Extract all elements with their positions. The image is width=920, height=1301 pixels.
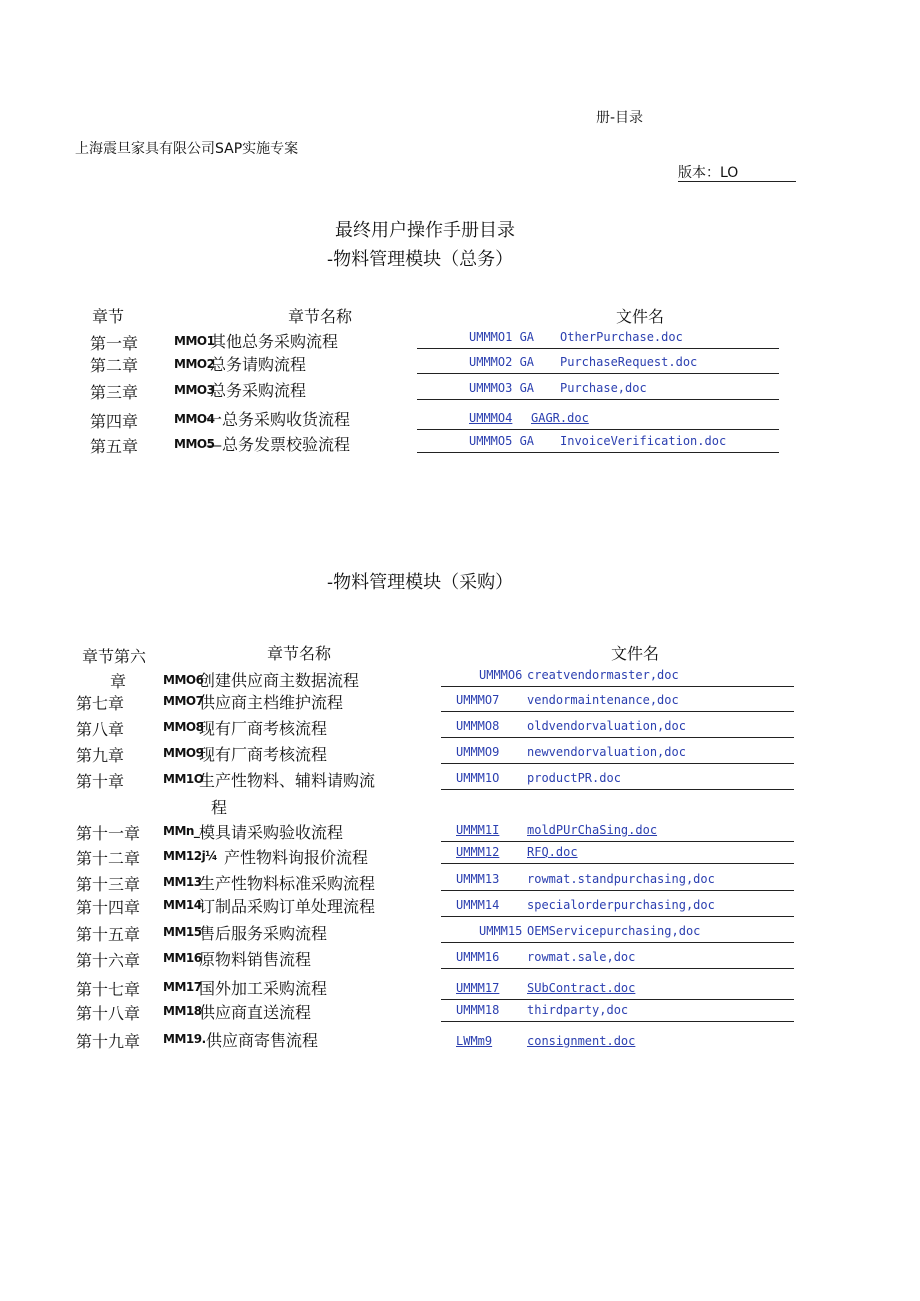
file-link-row[interactable]	[441, 1001, 794, 1022]
column-header-chapter: 章节	[92, 307, 125, 326]
file-link-row[interactable]	[441, 843, 794, 864]
chapter-number: 第十四章	[76, 898, 141, 917]
file-link-row[interactable]	[417, 432, 779, 453]
file-name-link[interactable]: Purchase,doc	[560, 381, 647, 395]
file-id[interactable]: UMMMO2 GA	[469, 355, 535, 369]
chapter-number: 章	[110, 672, 127, 691]
version-underline	[678, 181, 796, 182]
file-name-link[interactable]: consignment.doc	[527, 1034, 636, 1048]
file-link-row[interactable]	[417, 353, 779, 374]
chapter-number: 第十五章	[76, 925, 141, 944]
module-code: MMO9	[163, 746, 204, 760]
module-code: MMn_	[163, 824, 200, 838]
chapter-name: 模具请采购验收流程	[199, 823, 344, 842]
chapter-name: 生产性物料标准采购流程	[199, 874, 376, 893]
chapter-number: 第四章	[90, 412, 139, 431]
version-label: 版本：LO	[678, 165, 739, 181]
module-code: MMO4	[174, 412, 215, 426]
file-link-row[interactable]	[417, 379, 779, 400]
file-name-link[interactable]: PurchaseRequest.doc	[560, 355, 698, 369]
file-name-link[interactable]: productPR.doc	[527, 771, 621, 785]
file-link-row[interactable]	[441, 896, 794, 917]
file-id[interactable]: UMMMO1 GA	[469, 330, 535, 344]
file-link-row[interactable]	[441, 922, 794, 943]
file-name-link[interactable]: thirdparty,doc	[527, 1003, 629, 1017]
main-title: 最终用户操作手册目录	[335, 220, 515, 241]
file-name-link[interactable]: oldvendorvaluation,doc	[527, 719, 686, 733]
file-link-row[interactable]	[441, 666, 794, 687]
chapter-number: 第七章	[76, 694, 125, 713]
file-id[interactable]: UMMMO3 GA	[469, 381, 535, 395]
chapter-number: 第八章	[76, 720, 125, 739]
file-id[interactable]: UMMM13	[456, 872, 500, 886]
module-code: MMO8	[163, 720, 204, 734]
chapter-number: 第三章	[90, 383, 139, 402]
section1-title: -物料管理模块（总务）	[327, 249, 514, 270]
module-code: MM12j¼	[163, 849, 218, 863]
file-id[interactable]: UMMMO7	[456, 693, 500, 707]
file-id[interactable]: UMMMO6	[479, 668, 523, 682]
file-id[interactable]: UMMM17	[456, 981, 500, 995]
chapter-number: 第十九章	[76, 1032, 141, 1051]
column-header-chapter-name: 章节名称	[288, 307, 353, 326]
column-header-chapter: 章节第六	[82, 647, 147, 666]
document-header-label: 册-目录	[596, 110, 644, 126]
file-name-link[interactable]: specialorderpurchasing,doc	[527, 898, 715, 912]
file-name-link[interactable]: newvendorvaluation,doc	[527, 745, 686, 759]
chapter-number: 第九章	[76, 746, 125, 765]
module-code: MM19.	[163, 1032, 206, 1046]
module-code: MM18	[163, 1004, 202, 1018]
chapter-number: 第十八章	[76, 1004, 141, 1023]
chapter-name: 供应商寄售流程	[206, 1031, 319, 1050]
chapter-name-continuation: 程	[211, 798, 228, 817]
company-project-name: 上海震旦家具有限公司SAP实施专案	[75, 141, 299, 157]
file-id[interactable]: UMMMO9	[456, 745, 500, 759]
module-code: MMO2	[174, 357, 215, 371]
chapter-name: 总务采购流程	[210, 381, 307, 400]
file-id[interactable]: UMMM14	[456, 898, 500, 912]
file-link-row[interactable]	[441, 769, 794, 790]
file-link-row[interactable]	[441, 717, 794, 738]
file-link-row[interactable]	[441, 821, 794, 842]
file-name-link[interactable]: OEMServicepurchasing,doc	[527, 924, 701, 938]
chapter-number: 第十七章	[76, 980, 141, 999]
file-name-link[interactable]: InvoiceVerification.doc	[560, 434, 727, 448]
section2-title: -物料管理模块（采购）	[327, 572, 514, 593]
chapter-name: 一总务采购收货流程	[206, 410, 351, 429]
module-code: MM14	[163, 898, 202, 912]
column-header-chapter-name: 章节名称	[267, 644, 332, 663]
chapter-name: —总务发票校验流程	[206, 435, 351, 454]
chapter-name: 产性物料询报价流程	[224, 848, 369, 867]
file-id[interactable]: UMMM1O	[456, 771, 500, 785]
module-code: MM16	[163, 951, 202, 965]
file-name-link[interactable]: vendormaintenance,doc	[527, 693, 679, 707]
file-link-row[interactable]	[441, 743, 794, 764]
chapter-name: 生产性物料、辅料请购流	[199, 771, 376, 790]
module-code: MMO3	[174, 383, 215, 397]
file-name-link[interactable]: creatvendormaster,doc	[527, 668, 679, 682]
file-link-row[interactable]	[417, 328, 779, 349]
file-id[interactable]: UMMMO8	[456, 719, 500, 733]
chapter-name: 原物料销售流程	[199, 950, 312, 969]
chapter-name: 总务请购流程	[210, 355, 307, 374]
module-code: MM1O	[163, 772, 204, 786]
file-name-link[interactable]: SUbContract.doc	[527, 981, 636, 995]
chapter-name: 售后服务采购流程	[199, 924, 328, 943]
file-id[interactable]: UMMMO5 GA	[469, 434, 535, 448]
chapter-name: 其他总务采购流程	[210, 332, 339, 351]
file-id[interactable]: UMMM18	[456, 1003, 500, 1017]
file-name-link[interactable]: rowmat.sale,doc	[527, 950, 636, 964]
module-code: MM13	[163, 875, 202, 889]
chapter-name: 订制品采购订单处理流程	[199, 897, 376, 916]
chapter-number: 第五章	[90, 437, 139, 456]
chapter-name: 创建供应商主数据流程	[199, 671, 360, 690]
module-code: MMO1	[174, 334, 215, 348]
module-code: MMO5	[174, 437, 215, 451]
file-name-link[interactable]: OtherPurchase.doc	[560, 330, 683, 344]
column-header-file-name: 文件名	[611, 644, 660, 663]
chapter-number: 第十三章	[76, 875, 141, 894]
module-code: MMO6	[163, 673, 204, 687]
file-id[interactable]: UMMM16	[456, 950, 500, 964]
file-link-row[interactable]	[441, 870, 794, 891]
file-link-row[interactable]	[441, 691, 794, 712]
chapter-name: 供应商直送流程	[199, 1003, 312, 1022]
file-link-row[interactable]	[441, 979, 794, 1000]
chapter-number: 第十一章	[76, 824, 141, 843]
file-id[interactable]: LWMm9	[456, 1034, 493, 1048]
file-id[interactable]: UMMM1I	[456, 823, 500, 837]
chapter-number: 第十六章	[76, 951, 141, 970]
file-name-link[interactable]: rowmat.standpurchasing,doc	[527, 872, 715, 886]
chapter-name: 现有厂商考核流程	[199, 745, 328, 764]
module-code: MM15	[163, 925, 202, 939]
chapter-number: 第十二章	[76, 849, 141, 868]
file-id[interactable]: UMMMO4	[469, 411, 513, 425]
file-link-row[interactable]	[441, 948, 794, 969]
module-code: MM17	[163, 980, 202, 994]
file-id[interactable]: UMMM12	[456, 845, 500, 859]
file-name-link[interactable]: moldPUrChaSing.doc	[527, 823, 658, 837]
column-header-file-name: 文件名	[616, 307, 665, 326]
chapter-name: 国外加工采购流程	[199, 979, 328, 998]
module-code: MMO7	[163, 694, 204, 708]
file-name-link[interactable]: RFQ.doc	[527, 845, 578, 859]
file-link-row[interactable]	[417, 409, 779, 430]
chapter-number: 第十章	[76, 772, 125, 791]
chapter-number: 第一章	[90, 334, 139, 353]
file-name-link[interactable]: GAGR.doc	[531, 411, 589, 425]
file-id[interactable]: UMMM15	[479, 924, 523, 938]
chapter-number: 第二章	[90, 356, 139, 375]
chapter-name: 供应商主档维护流程	[199, 693, 344, 712]
chapter-name: 现有厂商考核流程	[199, 719, 328, 738]
